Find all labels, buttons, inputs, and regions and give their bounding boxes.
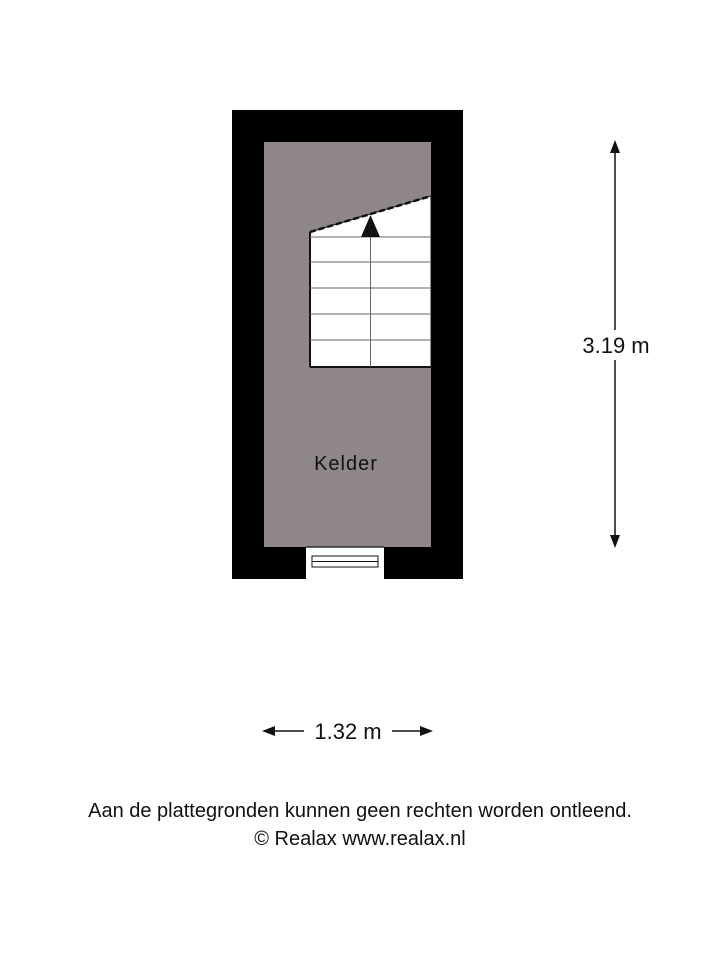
bottom-window (306, 547, 384, 579)
copyright-credit: © Realax www.realax.nl (254, 828, 466, 850)
disclaimer-text: Aan de plattegronden kunnen geen rechten worden ontleend. (88, 800, 632, 822)
room-label: Kelder (314, 453, 378, 475)
height-dimension-label: 3.19 m (582, 333, 650, 358)
width-dimension-label: 1.32 m (314, 719, 382, 744)
arrow-down-icon (610, 535, 620, 548)
arrow-left-icon (262, 726, 275, 736)
arrow-up-icon (610, 140, 620, 153)
arrow-right-icon (420, 726, 433, 736)
